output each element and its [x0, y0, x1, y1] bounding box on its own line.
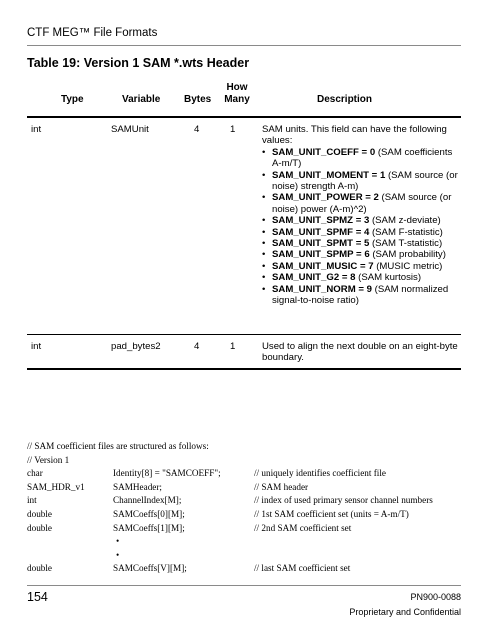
column-header-variable: Variable	[122, 94, 161, 105]
table-header-rule	[27, 116, 461, 118]
cell-type: int	[31, 341, 42, 352]
column-header-description: Description	[317, 94, 373, 105]
column-header-type: Type	[61, 94, 84, 105]
list-item: • SAM_UNIT_COEFF = 0 (SAM coefficients A-m/T)	[262, 147, 462, 170]
list-item: • SAM_UNIT_NORM = 9 (SAM normalized signal-to-noise ratio)	[262, 284, 462, 307]
list-item: • SAM_UNIT_MOMENT = 1 (SAM source (or noise) strength A-m)	[262, 170, 462, 193]
list-item: • SAM_UNIT_SPMF = 4 (SAM F-statistic)	[262, 227, 462, 238]
table-bottom-rule	[27, 368, 461, 370]
header-rule	[27, 45, 461, 46]
table-caption: Table 19: Version 1 SAM *.wts Header	[27, 56, 250, 70]
code-line: double SAMCoeffs[1][M]; // 2nd SAM coefficient set	[27, 522, 352, 533]
code-ellipsis: •	[116, 549, 120, 560]
cell-bytes: 4	[194, 341, 200, 352]
cell-variable: pad_bytes2	[111, 341, 161, 352]
code-comment: // SAM coefficient files are structured as follows:	[27, 441, 209, 451]
cell-bytes: 4	[194, 124, 200, 135]
code-line: SAM_HDR_v1 SAMHeader; // SAM header	[27, 481, 309, 492]
table-header	[27, 82, 461, 114]
cell-how-many: 1	[230, 341, 236, 352]
code-listing	[27, 440, 467, 576]
cell-description	[262, 124, 462, 307]
row-divider	[27, 334, 461, 335]
confidentiality-notice: Proprietary and Confidential	[349, 607, 461, 617]
cell-type: int	[31, 124, 42, 135]
cell-how-many: 1	[230, 124, 236, 135]
column-header-bytes: Bytes	[184, 94, 212, 105]
code-comment: // Version 1	[27, 454, 70, 465]
code-line: double SAMCoeffs[0][M]; // 1st SAM coefficient set (units = A-m/T)	[27, 508, 409, 519]
code-line: double SAMCoeffs[V][M]; // last SAM coefficient set	[27, 563, 351, 574]
unit-values-list	[262, 147, 462, 307]
code-ellipsis: •	[116, 536, 120, 547]
list-item: • SAM_UNIT_SPMP = 6 (SAM probability)	[262, 249, 462, 260]
footer-rule	[27, 585, 461, 586]
cell-variable: SAMUnit	[111, 124, 149, 135]
document-code: PN900-0088	[410, 592, 461, 602]
code-line: int ChannelIndex[M]; // index of used primary sensor channel numbers	[27, 495, 433, 506]
description-text: SAM units. This field can have the following values:	[262, 124, 447, 147]
running-header: CTF MEG™ File Formats	[27, 27, 158, 39]
cell-description: Used to align the next double on an eight-byte boundary.	[262, 341, 458, 364]
page-number: 154	[27, 590, 48, 604]
code-line: char Identity[8] = "SAMCOEFF"; // uniquely identifies coefficient file	[27, 468, 386, 479]
list-item: • SAM_UNIT_SPMZ = 3 (SAM z-deviate)	[262, 215, 462, 226]
list-item: • SAM_UNIT_POWER = 2 (SAM source (or noise) power (A-m)^2)	[262, 192, 462, 215]
list-item: • SAM_UNIT_SPMT = 5 (SAM T-statistic)	[262, 238, 462, 249]
list-item: • SAM_UNIT_MUSIC = 7 (MUSIC metric)	[262, 261, 462, 272]
column-header-how-many: How Many	[224, 82, 250, 105]
list-item: • SAM_UNIT_G2 = 8 (SAM kurtosis)	[262, 272, 462, 283]
